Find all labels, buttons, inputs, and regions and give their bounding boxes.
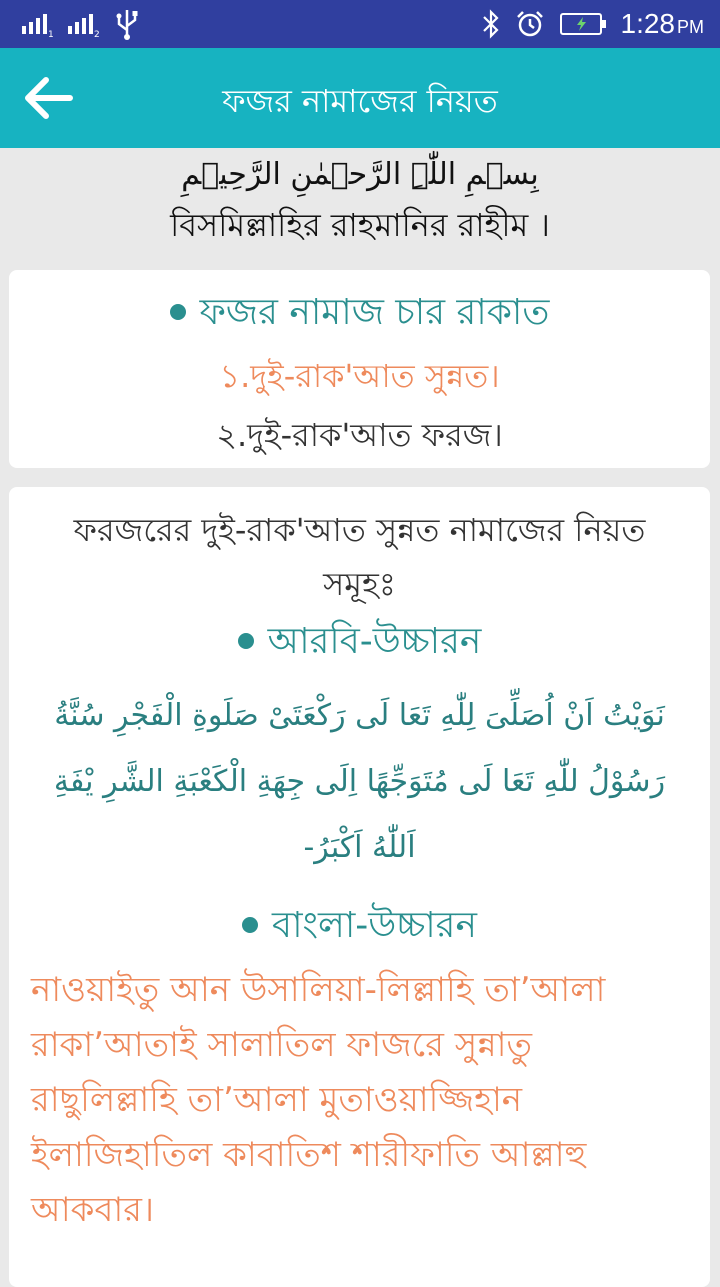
bangla-heading-text: বাংলা-উচ্চারন — [272, 905, 477, 946]
bluetooth-icon — [481, 9, 501, 39]
status-right-icons — [481, 8, 705, 40]
farz-rakat-line: ২.দুই-রাক'আত ফরজ। — [216, 416, 503, 454]
bullet-dot — [238, 633, 254, 649]
clock-time: 1:28 — [620, 8, 675, 39]
usb-icon — [114, 8, 140, 40]
signal-sim2-icon — [66, 10, 100, 38]
alarm-icon — [515, 9, 545, 39]
bismillah-header — [0, 150, 720, 250]
bismillah-arabic: بِسۡمِ اللّٰہِ الرَّحۡمٰنِ الرَّحِیۡمِ — [181, 157, 539, 192]
arabic-niyat-text: نَوَيْتُ اَنْ اُصَلِّىَ لِلّٰهِ تَعَا لَى رَكْعَتَىْ صَلَوةِ الْفَجْرِ سُنَّةُ رَسُوْلُ للّٰهِ تَعَا لَى مُتَوَجِّهًا اِلَى جِهَةِ الْكَعْبَةِ الشَّرِ يْفَةِ اَللّٰهُ اَكْبَرُ- — [53, 698, 666, 865]
bismillah-bangla: বিসমিল্লাহির রাহমানির রাহীম । — [170, 206, 550, 244]
arabic-heading-text: আরবি-উচ্চারন — [267, 621, 482, 662]
page-title: ফজর নামাজের নিয়ত — [222, 82, 498, 120]
clock-ampm: PM — [677, 17, 704, 37]
svg-text:2: 2 — [94, 30, 100, 40]
signal-sim1-icon — [20, 10, 52, 38]
clock — [621, 8, 705, 40]
niyat-intro: ফরজরের দুই-রাক'আত সুন্নত নামাজের নিয়ত সমূহঃ — [73, 511, 646, 603]
sunnat-rakat-line: ১.দুই-রাক'আত সুন্নত। — [219, 357, 500, 395]
rakat-summary-title — [9, 286, 710, 340]
bullet-dot — [170, 304, 186, 320]
niyat-card — [9, 487, 710, 1287]
app-bar — [0, 48, 720, 148]
bangla-heading — [9, 899, 710, 953]
status-left-icons — [20, 8, 140, 40]
svg-text:1: 1 — [48, 30, 54, 40]
status-bar — [0, 0, 720, 48]
arabic-heading — [9, 615, 710, 669]
bangla-niyat-text: নাওয়াইতু আন উসালিয়া-লিল্লাহি তা’আলা রাকা’আতাই সালাতিল ফাজরে সুন্নাতু রাছুলিল্লাহি তা’আলা মুতাওয়াজ্জিহান ইলাজিহাতিল কাবাতিশ শারীফাতি আল্লাহু আকবার। — [31, 970, 606, 1230]
battery-charging-icon — [559, 11, 607, 37]
rakat-summary-title-text: ফজর নামাজ চার রাকাত — [199, 292, 550, 333]
bullet-dot — [242, 917, 258, 933]
rakat-summary-card — [9, 270, 710, 468]
